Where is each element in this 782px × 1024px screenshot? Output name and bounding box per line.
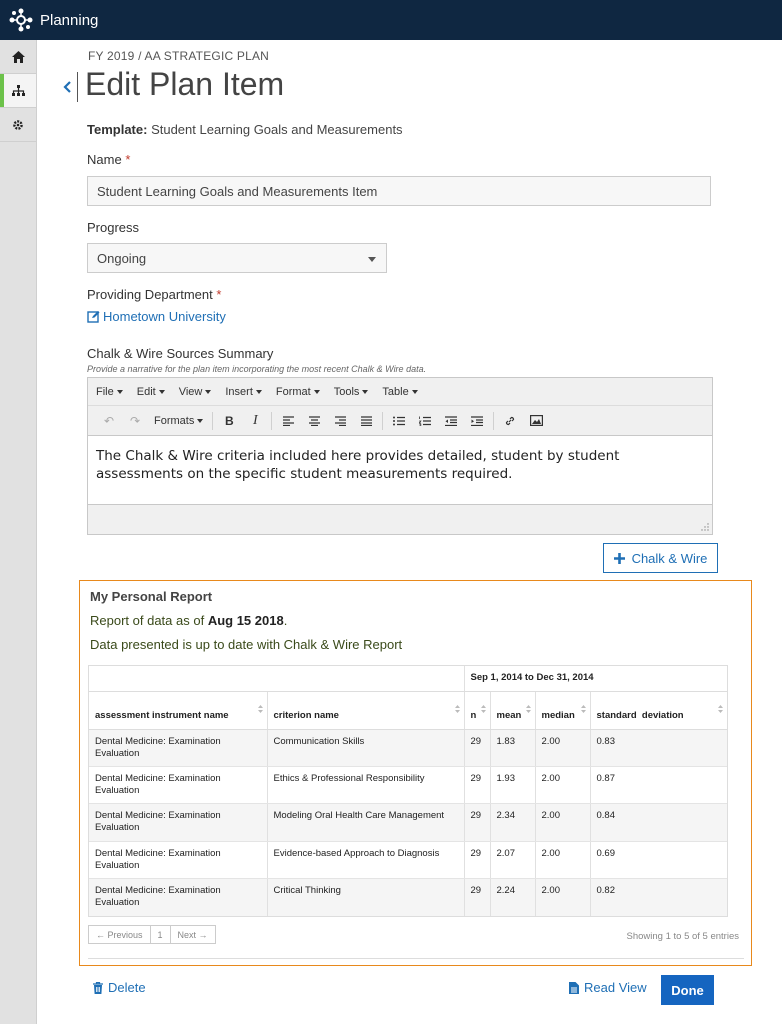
editor-toolbar [88,406,712,436]
table-cell: 2.00 [535,729,590,766]
indent-icon[interactable] [464,410,490,432]
progress-selected-value: Ongoing [97,251,147,266]
sort-icon [581,705,586,713]
italic-button[interactable]: I [253,412,258,428]
chevron-down-icon [368,257,376,262]
plus-icon [614,553,625,564]
pagination [88,925,216,944]
table-cell: Dental Medicine: Examination Evaluation [89,804,267,841]
table-row [89,879,727,916]
align-justify-icon[interactable] [353,410,379,432]
required-mark: * [216,287,222,302]
table-cell: 0.84 [590,804,727,841]
image-icon[interactable] [523,410,549,432]
table-cell: Dental Medicine: Examination Evaluation [89,766,267,803]
editor-statusbar [88,505,712,534]
top-bar [0,0,782,40]
menu-format[interactable]: Format [276,386,320,398]
previous-page-button[interactable]: ← Previous [89,926,151,943]
redo-icon[interactable]: ↷ [129,413,141,428]
read-view-button[interactable]: Read View [569,980,647,995]
column-header[interactable]: mean [490,691,535,729]
left-rail [0,40,37,1024]
table-row [89,729,727,766]
table-cell: 2.00 [535,841,590,878]
table-cell: Evidence-based Approach to Diagnosis [267,841,464,878]
table-cell: 2.07 [490,841,535,878]
undo-icon[interactable]: ↶ [103,413,115,428]
table-cell: Modeling Oral Health Care Management [267,804,464,841]
table-cell: 29 [464,729,490,766]
date-range-header: Sep 1, 2014 to Dec 31, 2014 [464,666,727,691]
numbered-list-icon[interactable] [412,410,438,432]
table-cell: Ethics & Professional Responsibility [267,766,464,803]
next-page-button[interactable]: Next → [177,929,208,940]
report-title: My Personal Report [90,589,213,604]
toolbar-separator [382,412,383,430]
table-cell: 29 [464,879,490,916]
bullet-list-icon[interactable] [386,410,412,432]
breadcrumb[interactable]: FY 2019 / AA STRATEGIC PLAN [88,49,270,63]
table-cell: Dental Medicine: Examination Evaluation [89,729,267,766]
toolbar-separator [271,412,272,430]
planning-logo-icon[interactable] [8,7,34,33]
formats-dropdown[interactable]: Formats [148,415,209,427]
home-icon [12,51,25,63]
sitemap-icon [12,85,25,97]
personal-report-card [79,580,752,966]
column-header[interactable]: criterion name [267,691,464,729]
table-cell: 29 [464,766,490,803]
align-center-icon[interactable] [301,410,327,432]
bold-button[interactable]: B [225,413,234,428]
table-row [89,804,727,841]
rail-item-home[interactable] [0,40,36,74]
table-group-header [89,666,727,691]
template-info [87,122,403,137]
gear-icon [12,119,24,131]
department-label: Providing Department * [87,287,222,302]
menu-file[interactable]: File [96,386,123,398]
align-left-icon[interactable] [275,410,301,432]
table-cell: 2.00 [535,879,590,916]
name-input[interactable]: Student Learning Goals and Measurements Item [87,176,711,206]
table-cell: 2.00 [535,804,590,841]
table-cell: 0.87 [590,766,727,803]
outdent-icon[interactable] [438,410,464,432]
sort-icon [258,705,263,713]
editor-menubar [88,378,712,406]
report-date: Aug 15 2018 [207,613,284,628]
rail-item-hierarchy[interactable] [0,74,36,108]
document-icon [569,982,579,994]
entries-info: Showing 1 to 5 of 5 entries [626,931,739,942]
table-cell: Critical Thinking [267,879,464,916]
sort-icon [526,705,531,713]
progress-label: Progress [87,220,140,235]
template-value: Student Learning Goals and Measurements [151,122,403,137]
department-link[interactable]: Hometown University [87,309,226,324]
sort-icon [455,705,460,713]
main-content [37,40,782,1024]
title-divider [77,72,78,102]
table-cell: 0.83 [590,729,727,766]
sort-icon [718,705,723,713]
table-cell: 29 [464,841,490,878]
menu-edit[interactable]: Edit [137,386,165,398]
align-right-icon[interactable] [327,410,353,432]
app-title[interactable]: Planning [40,11,99,29]
table-cell: 0.82 [590,879,727,916]
menu-tools[interactable]: Tools [334,386,369,398]
column-header[interactable]: n [464,691,490,729]
report-divider [88,958,744,959]
report-table [88,665,728,917]
table-header [89,691,727,729]
table-row [89,766,727,803]
table-cell: 2.34 [490,804,535,841]
link-icon[interactable] [497,410,523,432]
table-row [89,841,727,878]
page-number-button[interactable]: 1 [151,926,171,943]
toolbar-separator [493,412,494,430]
rich-text-editor [87,377,713,535]
table-cell: 1.93 [490,766,535,803]
sort-icon [481,705,486,713]
menu-view[interactable]: View [179,386,212,398]
report-up-to-date: Data presented is up to date with Chalk & Wire Report [90,637,403,652]
add-chalk-wire-button[interactable]: Chalk & Wire [603,543,718,573]
toolbar-separator [212,412,213,430]
template-label: Template: [87,122,148,137]
summary-hint: Provide a narrative for the plan item incorporating the most recent Chalk & Wire data. [87,364,427,374]
summary-label: Chalk & Wire Sources Summary [87,346,274,361]
name-label: Name * [87,152,131,167]
page-title: Edit Plan Item [85,66,285,102]
trash-icon [93,982,103,994]
table-cell: 2.00 [535,766,590,803]
table-cell: 2.24 [490,879,535,916]
column-header[interactable]: assessment instrument name [89,691,267,729]
required-mark: * [125,152,131,167]
menu-table[interactable]: Table [382,386,417,398]
edit-icon [87,310,100,323]
delete-button[interactable]: Delete [93,980,146,995]
report-as-of: Report of data as of Aug 15 2018. [90,613,288,628]
table-cell: 1.83 [490,729,535,766]
rail-item-settings[interactable] [0,108,36,142]
table-cell: Communication Skills [267,729,464,766]
progress-select[interactable] [87,243,387,273]
done-button[interactable]: Done [661,975,714,1005]
editor-content[interactable]: The Chalk & Wire criteria included here provides detailed, student by student assessments on the specific student measurements required. [88,436,712,505]
table-cell: Dental Medicine: Examination Evaluation [89,879,267,916]
table-cell: 29 [464,804,490,841]
column-header[interactable]: median [535,691,590,729]
menu-insert[interactable]: Insert [225,386,262,398]
back-chevron-icon[interactable] [59,74,77,102]
table-cell: Dental Medicine: Examination Evaluation [89,841,267,878]
table-cell: 0.69 [590,841,727,878]
table-group-header-blank [89,666,464,691]
column-header[interactable]: standard deviation [590,691,727,729]
resize-grip-icon[interactable] [701,523,709,531]
